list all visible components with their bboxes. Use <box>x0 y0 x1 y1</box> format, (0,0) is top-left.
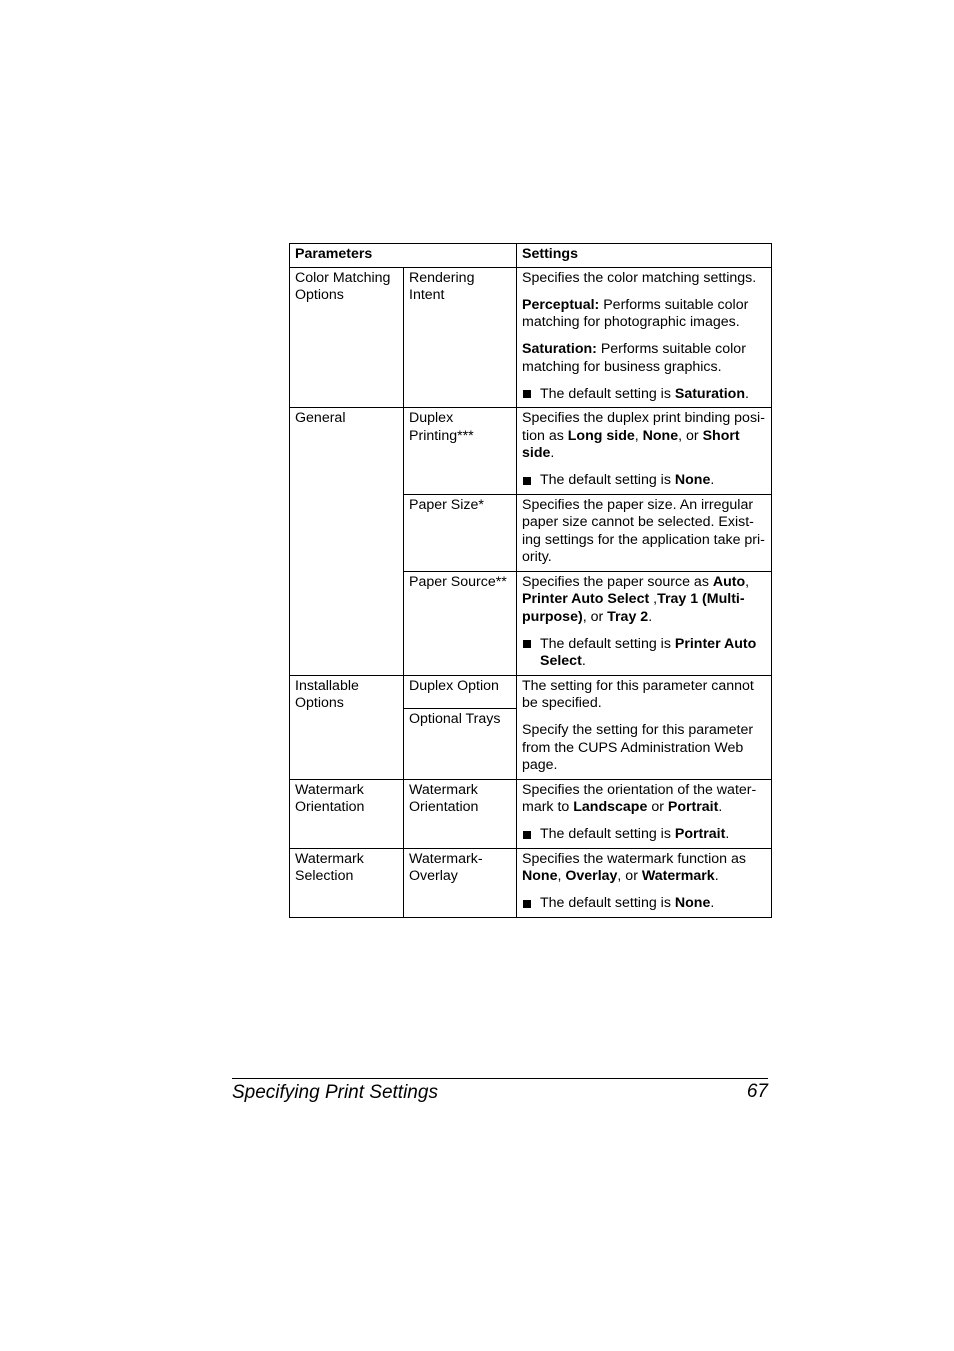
settings-paper-size <box>517 494 772 571</box>
setting-description: Specifies the watermark function as None, Overlay, or Watermark. <box>522 850 746 884</box>
square-bullet-icon <box>523 477 531 485</box>
default-note: The default setting is Printer Auto Select. <box>522 636 770 671</box>
table-row-duplex-printing <box>290 408 772 495</box>
settings-watermark-orientation <box>517 779 772 848</box>
square-bullet-icon <box>523 831 531 839</box>
default-note: The default setting is None. <box>522 472 770 490</box>
param-paper-source: Paper Source** <box>404 571 517 675</box>
header-settings: Settings <box>517 244 772 268</box>
parameters-table <box>289 243 772 918</box>
setting-description: The setting for this parameter cannot be specified. <box>522 677 754 711</box>
param-watermark-overlay: Watermark-Overlay <box>404 848 517 917</box>
group-watermark-selection: Watermark Selection <box>290 848 404 917</box>
group-general: General <box>290 408 404 676</box>
param-optional-trays: Optional Trays <box>404 708 517 779</box>
table-row-watermark-orientation <box>290 779 772 848</box>
setting-description: Specifies the paper size. An irregular paper size cannot be selected. Exist-ing settings for the application take pri-ority. <box>522 496 765 565</box>
setting-note: Specify the setting for this parameter from the CUPS Administration Web page. <box>522 722 754 773</box>
settings-rendering-intent <box>517 267 772 408</box>
square-bullet-icon <box>523 390 531 398</box>
table-row-color-matching <box>290 267 772 408</box>
default-note: The default setting is Portrait. <box>522 826 770 844</box>
default-note: The default setting is Saturation. <box>522 386 770 404</box>
setting-description: Specifies the paper source as Auto, Printer Auto Select ,Tray 1 (Multi-purpose), or Tray 2. <box>522 573 750 625</box>
setting-description: Specifies the color matching settings. <box>522 269 757 286</box>
square-bullet-icon <box>523 900 531 908</box>
table-header-row <box>290 244 772 268</box>
settings-paper-source <box>517 571 772 675</box>
setting-description: Specifies the duplex print binding posi-tion as Long side, None, or Short side. <box>522 410 765 461</box>
group-color-matching: Color Matching Options <box>290 267 404 408</box>
setting-option-saturation: Saturation: Performs suitable color matching for business graphics. <box>522 341 746 375</box>
param-paper-size: Paper Size* <box>404 494 517 571</box>
param-rendering-intent: Rendering Intent <box>404 267 517 408</box>
header-parameters: Parameters <box>290 244 517 268</box>
table-row-duplex-option <box>290 675 772 708</box>
footer-rule <box>232 1078 768 1079</box>
setting-description: Specifies the orientation of the water-mark to Landscape or Portrait. <box>522 781 757 815</box>
group-installable-options: Installable Options <box>290 675 404 779</box>
settings-duplex-printing <box>517 408 772 495</box>
param-duplex-printing: Duplex Printing*** <box>404 408 517 495</box>
settings-watermark-overlay <box>517 848 772 917</box>
table-row-watermark-selection <box>290 848 772 917</box>
settings-installable-options <box>517 675 772 779</box>
page-number: 67 <box>746 1081 768 1102</box>
param-watermark-orientation: Watermark Orientation <box>404 779 517 848</box>
setting-option-perceptual: Perceptual: Performs suitable color matching for photographic images. <box>522 296 749 330</box>
footer-title: Specifying Print Settings <box>232 1082 438 1103</box>
group-watermark-orientation: Watermark Orientation <box>290 779 404 848</box>
default-note: The default setting is None. <box>522 895 770 913</box>
param-duplex-option: Duplex Option <box>404 675 517 708</box>
square-bullet-icon <box>523 640 531 648</box>
